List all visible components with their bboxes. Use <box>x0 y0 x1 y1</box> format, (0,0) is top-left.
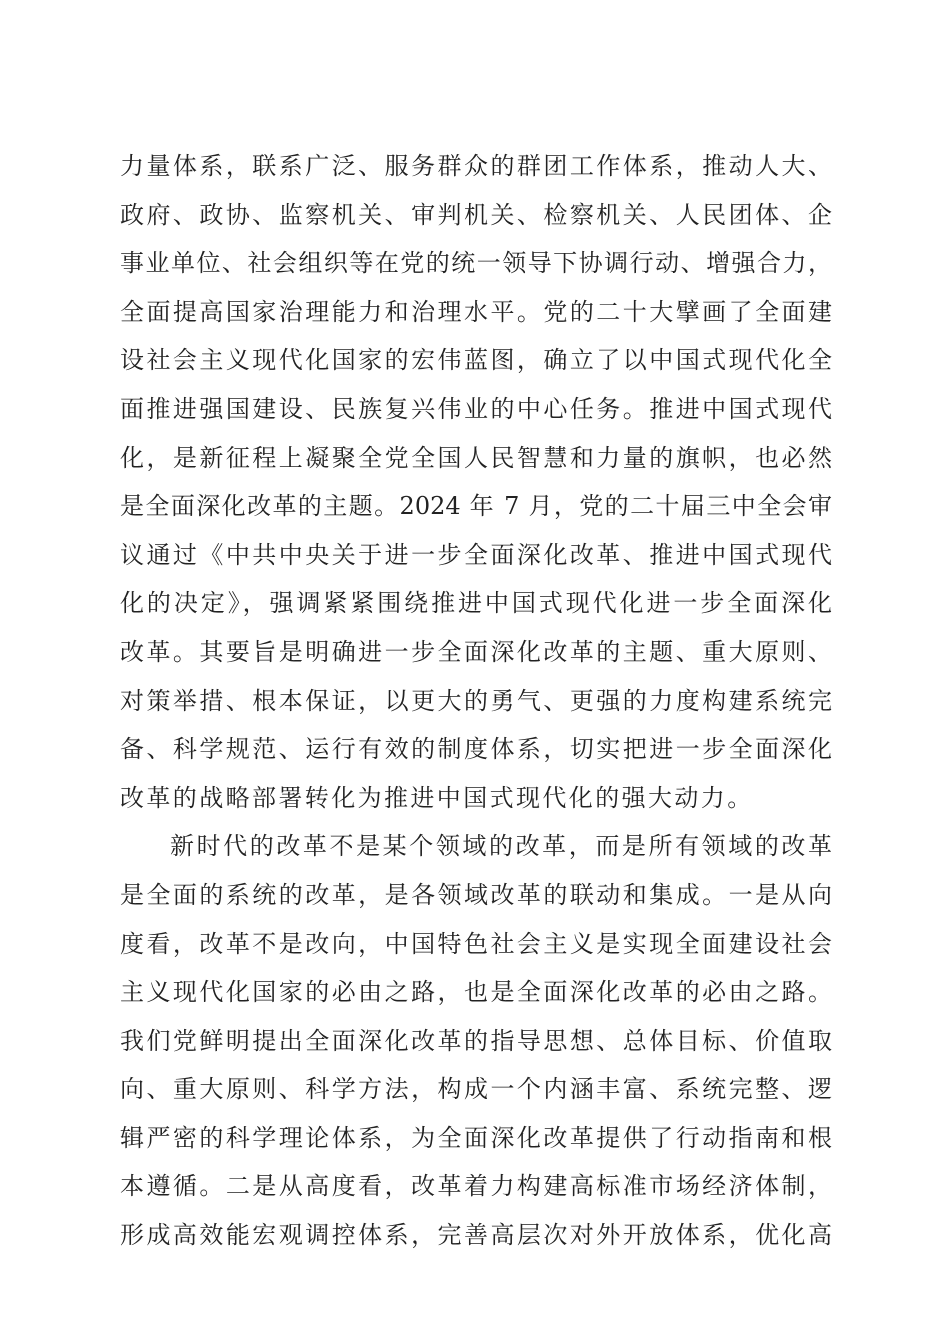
paragraph-line: 设社会主义现代化国家的宏伟蓝图，确立了以中国式现代化全 <box>120 346 832 375</box>
paragraph-1 <box>120 142 832 822</box>
paragraph-line: 改革。其要旨是明确进一步全面深化改革的主题、重大原则、 <box>120 637 832 666</box>
paragraph-2 <box>120 822 832 1259</box>
paragraph-line: 化，是新征程上凝聚全党全国人民智慧和力量的旗帜，也必然 <box>120 443 832 472</box>
paragraph-line: 面推进强国建设、民族复兴伟业的中心任务。推进中国式现代 <box>120 394 832 423</box>
paragraph-line: 全面提高国家治理能力和治理水平。党的二十大擘画了全面建 <box>120 297 832 326</box>
paragraph-line: 形成高效能宏观调控体系，完善高层次对外开放体系，优化高 <box>120 1221 832 1250</box>
paragraph-line: 化的决定》，强调紧紧围绕推进中国式现代化进一步全面深化 <box>120 589 832 618</box>
paragraph-line: 是全面的系统的改革，是各领域改革的联动和集成。一是从向 <box>120 880 832 909</box>
paragraph-line: 改革的战略部署转化为推进中国式现代化的强大动力。 <box>120 783 754 812</box>
document-body <box>120 142 832 1260</box>
paragraph-line: 度看，改革不是改向，中国特色社会主义是实现全面建设社会 <box>120 929 832 958</box>
paragraph-line: 对策举措、根本保证，以更大的勇气、更强的力度构建系统完 <box>120 686 832 715</box>
paragraph-line: 力量体系，联系广泛、服务群众的群团工作体系，推动人大、 <box>120 152 832 180</box>
paragraph-line: 事业单位、社会组织等在党的统一领导下协调行动、增强合力， <box>120 249 832 278</box>
paragraph-line: 我们党鲜明提出全面深化改革的指导思想、总体目标、价值取 <box>120 1026 832 1055</box>
paragraph-line: 本遵循。二是从高度看，改革着力构建高标准市场经济体制， <box>120 1172 832 1201</box>
paragraph-line: 新时代的改革不是某个领域的改革，而是所有领域的改革 <box>170 832 832 861</box>
paragraph-line: 政府、政协、监察机关、审判机关、检察机关、人民团体、企 <box>120 200 832 229</box>
paragraph-line: 主义现代化国家的必由之路，也是全面深化改革的必由之路。 <box>120 978 832 1007</box>
paragraph-line: 辑严密的科学理论体系，为全面深化改革提供了行动指南和根 <box>120 1123 832 1152</box>
paragraph-line: 议通过《中共中央关于进一步全面深化改革、推进中国式现代 <box>120 540 832 569</box>
paragraph-line: 向、重大原则、科学方法，构成一个内涵丰富、系统完整、逻 <box>120 1075 832 1104</box>
paragraph-line: 备、科学规范、运行有效的制度体系，切实把进一步全面深化 <box>120 735 832 764</box>
paragraph-line: 是全面深化改革的主题。2024 年 7 月，党的二十届三中全会审 <box>120 492 832 521</box>
